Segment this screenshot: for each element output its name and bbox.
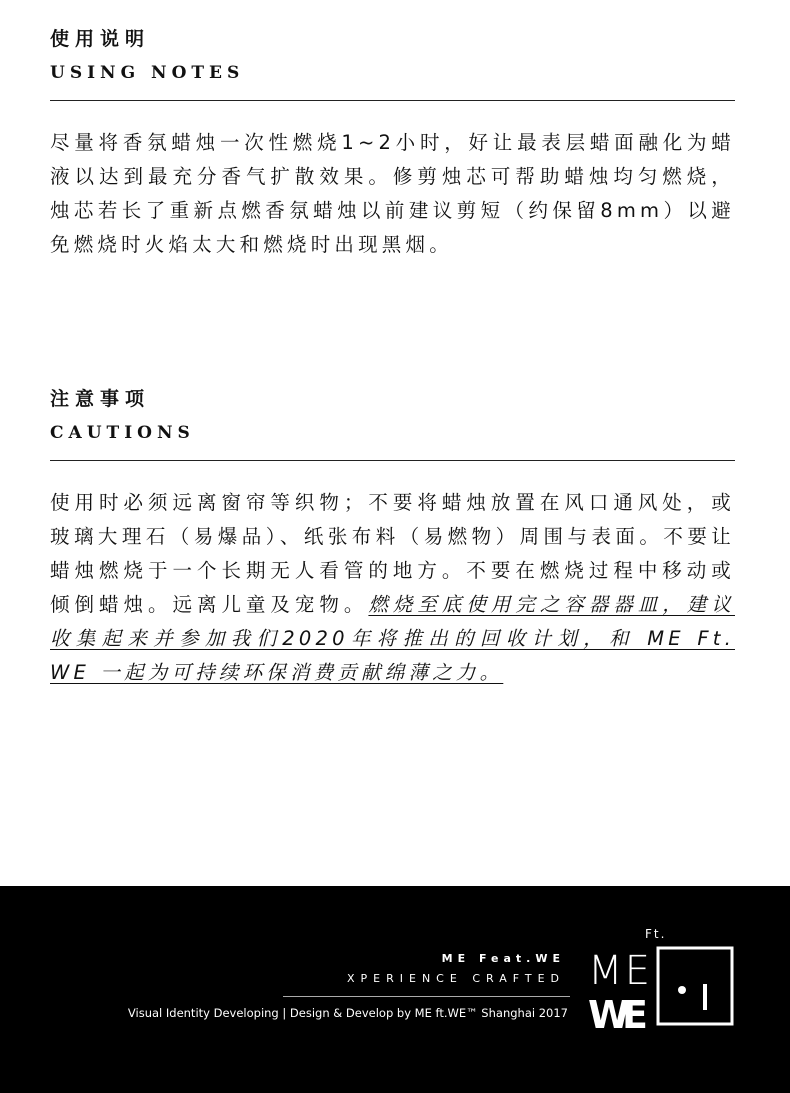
brand-name: ME Feat.WE [441, 952, 565, 965]
logo-bar [703, 984, 707, 1010]
footer [0, 886, 790, 1093]
brand-tagline: XPERIENCE CRAFTED [347, 972, 565, 985]
divider [50, 460, 735, 461]
logo-me-text: ME [588, 948, 652, 994]
logo-frame [658, 948, 732, 1024]
divider [50, 100, 735, 101]
cautions-title-cn: 注意事项 [50, 388, 151, 410]
recycling-note: 燃烧至底使用完之容器器皿，建议收集起来并参加我们2020年将推出的回收计划，和 ME Ft. WE 一起为可持续环保消费贡献绵薄之力。 [50, 593, 735, 684]
footer-credits: Visual Identity Developing | Design & Develop by ME ft.WE™ Shanghai 2017 [127, 1006, 568, 1020]
cautions-body [50, 486, 735, 690]
footer-divider [283, 996, 570, 997]
logo-dot [678, 986, 686, 994]
logo-we-text: WE [588, 993, 650, 1037]
logo-ft-text: Ft. [645, 927, 667, 941]
using-notes-section [50, 26, 735, 262]
using-notes-title-cn: 使用说明 [50, 28, 151, 50]
using-notes-title-en: USING NOTES [50, 63, 245, 83]
using-notes-body: 尽量将香氛蜡烛一次性燃烧1~2小时，好让最表层蜡面融化为蜡液以达到最充分香气扩散效果。修剪烛芯可帮助蜡烛均匀燃烧，烛芯若长了重新点燃香氛蜡烛以前建议剪短（约保留8mm）以避免燃烧时火焰太大和燃烧时出现黑烟。 [50, 131, 735, 256]
cautions-text: 使用时必须远离窗帘等织物；不要将蜡烛放置在风口通风处，或玻璃大理石（易爆品）、纸张布料（易燃物）周围与表面。不要让蜡烛燃烧于一个长期无人看管的地方。不要在燃烧过程中移动或倾倒蜡烛。远离儿童及宠物。 [50, 491, 735, 616]
cautions-section [50, 386, 735, 690]
brand-logo [586, 924, 736, 1074]
cautions-title-en: CAUTIONS [50, 423, 195, 443]
